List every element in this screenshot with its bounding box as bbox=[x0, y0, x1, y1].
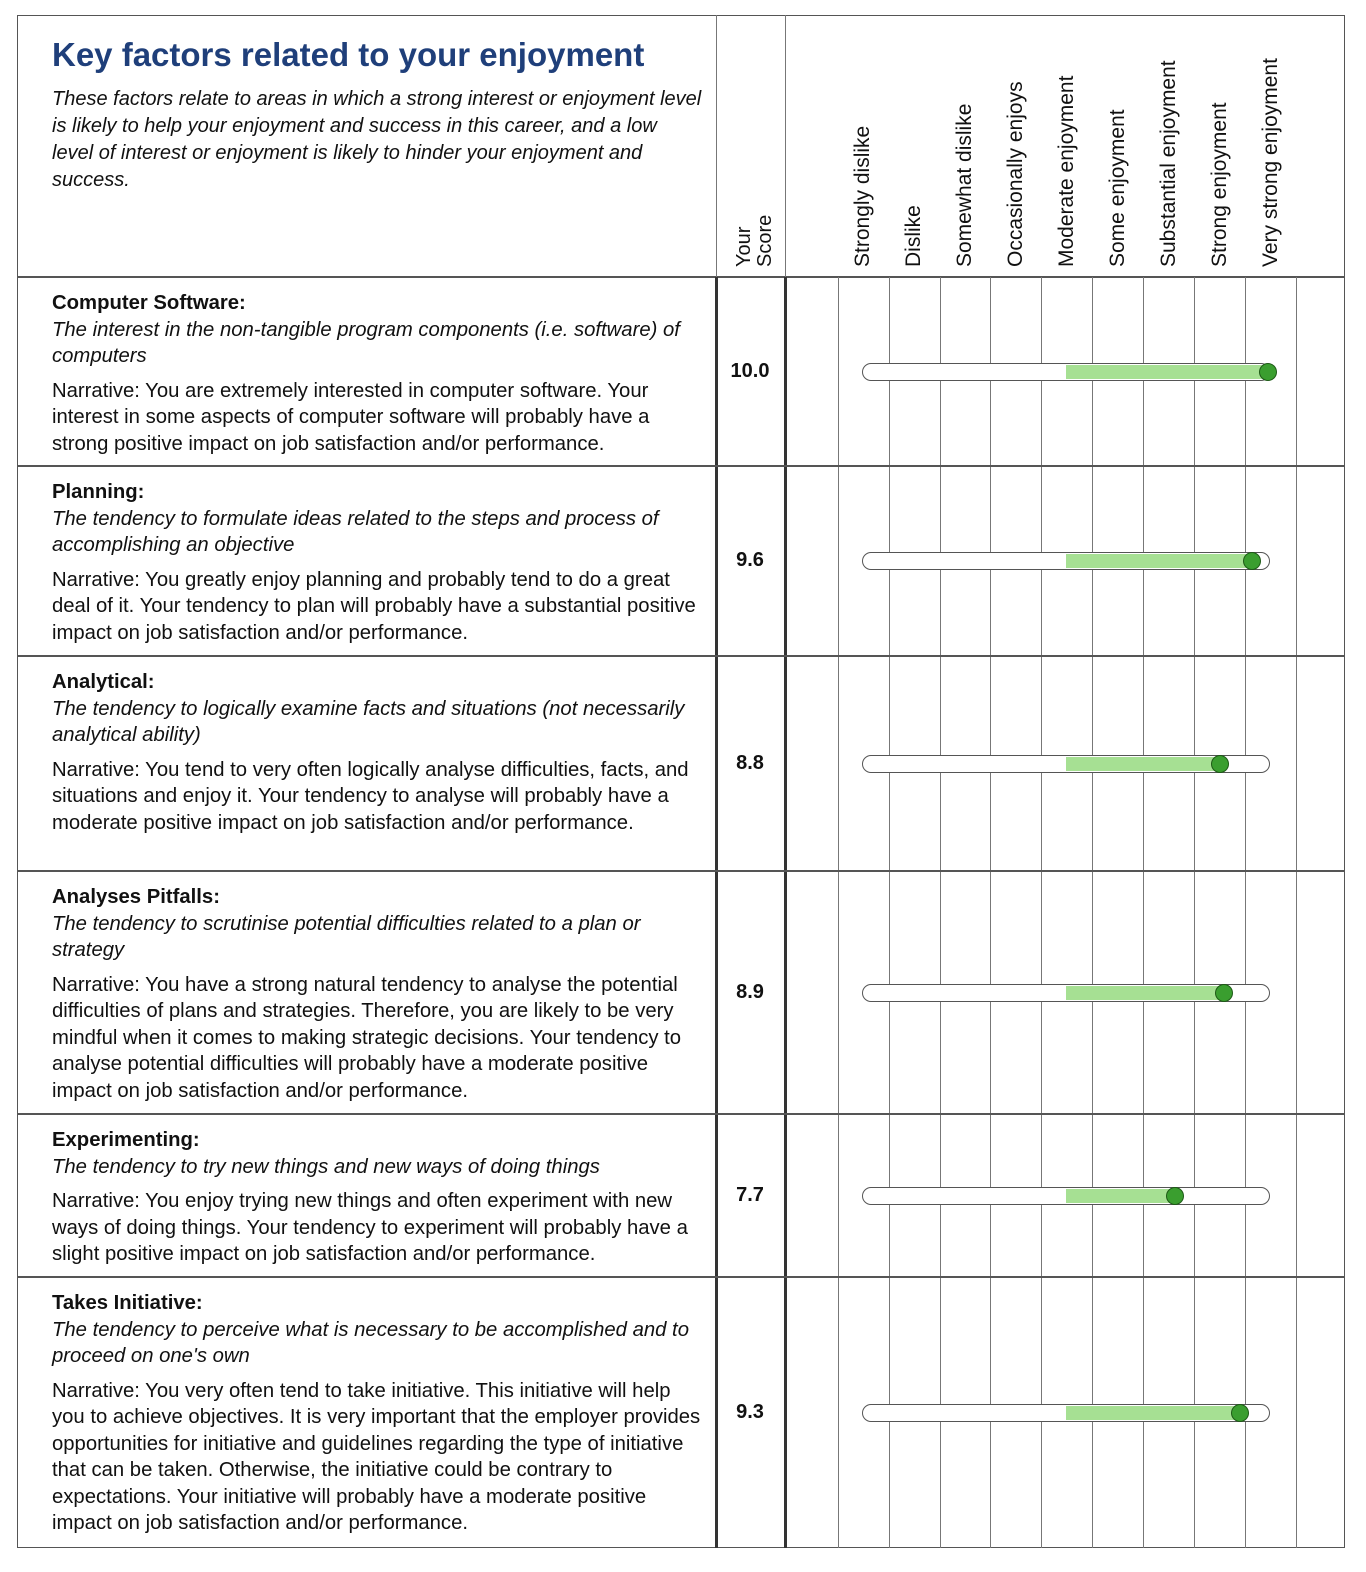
factor-name: Takes Initiative: bbox=[52, 1292, 203, 1314]
factor-description: The tendency to logically examine facts and situations (not necessarily analytical ability) bbox=[52, 697, 685, 746]
factor-description: The tendency to perceive what is necessary to be accomplished and to proceed on one's own bbox=[52, 1318, 689, 1367]
factor-name: Analytical: bbox=[52, 671, 155, 693]
scale-label-2: Dislike bbox=[902, 205, 925, 267]
score-fill bbox=[1066, 1406, 1240, 1420]
factor-score: 9.3 bbox=[736, 1400, 764, 1423]
score-fill bbox=[1066, 757, 1220, 771]
factor-narrative: Narrative: You greatly enjoy planning and probably tend to do a great deal of it. Your tendency to plan will probably have a substantial positive impact on job satisfaction and/or performance. bbox=[52, 568, 696, 644]
factor-narrative: Narrative: You are extremely interested in computer software. Your interest in some aspects of computer software will probably have a strong positive impact on job satisfaction and/or performance. bbox=[52, 379, 650, 455]
factor-description: The tendency to scrutinise potential difficulties related to a plan or strategy bbox=[52, 912, 641, 961]
score-fill bbox=[1066, 365, 1268, 379]
scale-gridline-5 bbox=[1041, 277, 1042, 1548]
factor-text bbox=[52, 1290, 707, 1537]
scale-gridline-6 bbox=[1092, 277, 1093, 1548]
header-divider bbox=[17, 276, 1345, 278]
factor-name: Analyses Pitfalls: bbox=[52, 886, 220, 908]
scale-gridline-10 bbox=[1296, 277, 1297, 1548]
factor-description: The tendency to formulate ideas related to the steps and process of accomplishing an objective bbox=[52, 507, 659, 556]
row-divider bbox=[17, 870, 1345, 872]
score-marker bbox=[1166, 1187, 1184, 1205]
scale-label-5: Moderate enjoyment bbox=[1055, 75, 1078, 267]
factor-narrative: Narrative: You enjoy trying new things and often experiment with new ways of doing things. Your tendency to experiment will probably have a slight positive impact on job satisfaction and/or performance. bbox=[52, 1190, 688, 1265]
score-column-header bbox=[734, 215, 776, 267]
score-marker bbox=[1231, 1404, 1249, 1422]
factor-description: The tendency to try new things and new ways of doing things bbox=[52, 1155, 600, 1178]
page-title: Key factors related to your enjoyment bbox=[52, 36, 645, 73]
scale-gridline-8 bbox=[1194, 277, 1195, 1548]
row-divider bbox=[17, 465, 1345, 467]
factor-score: 8.9 bbox=[736, 980, 764, 1003]
scale-label-4: Occasionally enjoys bbox=[1004, 81, 1027, 267]
scale-gridline-4 bbox=[990, 277, 991, 1548]
factor-text bbox=[52, 884, 707, 1104]
factor-name: Computer Software: bbox=[52, 292, 246, 314]
row-divider bbox=[17, 1113, 1345, 1115]
scale-label-9: Very strong enjoyment bbox=[1259, 58, 1282, 267]
factor-score: 9.6 bbox=[736, 549, 764, 571]
factor-text bbox=[52, 290, 707, 457]
scale-label-1: Strongly dislike bbox=[851, 125, 874, 267]
scale-gridline-9 bbox=[1245, 277, 1246, 1548]
score-marker bbox=[1211, 755, 1229, 773]
score-header-line-2: Score bbox=[754, 214, 776, 267]
factor-narrative: Narrative: You tend to very often logically analyse difficulties, facts, and situations and enjoy it. Your tendency to analyse will probably have a moderate positive impact on job satisfaction and/or performance. bbox=[52, 758, 689, 834]
factor-narrative: Narrative: You very often tend to take initiative. This initiative will help you to achieve objectives. It is very important that the employer provides opportunities for initiative and guidelines regarding the type of initiative that can be taken. Otherwise, the initiative could be contrary to expectations. Your initiative will probably have a moderate positive impact on job satisfaction and/or performance. bbox=[52, 1379, 701, 1534]
score-column-right-border bbox=[784, 277, 787, 1548]
scale-label-7: Substantial enjoyment bbox=[1157, 60, 1180, 267]
factor-score: 7.7 bbox=[736, 1183, 764, 1206]
factor-description: The interest in the non-tangible program components (i.e. software) of computers bbox=[52, 318, 680, 367]
scale-label-3: Somewhat dislike bbox=[953, 103, 976, 267]
score-marker bbox=[1259, 363, 1277, 381]
row-divider bbox=[17, 655, 1345, 657]
factor-text bbox=[52, 669, 707, 836]
row-divider bbox=[17, 1276, 1345, 1278]
factor-name: Experimenting: bbox=[52, 1129, 200, 1151]
scale-label-6: Some enjoyment bbox=[1106, 109, 1129, 267]
scale-label-8: Strong enjoyment bbox=[1208, 102, 1231, 267]
scale-gridline-2 bbox=[889, 277, 890, 1548]
score-marker bbox=[1243, 552, 1261, 570]
scale-gridline-1 bbox=[838, 277, 839, 1548]
score-column-left-border bbox=[715, 277, 718, 1548]
factor-score: 10.0 bbox=[730, 359, 770, 382]
score-fill bbox=[1066, 1189, 1175, 1203]
score-marker bbox=[1215, 984, 1233, 1002]
intro-text: These factors relate to areas in which a strong interest or enjoyment level is likely to help your enjoyment and success in this career, and a low level of interest or enjoyment is likely to hinder your enjoyment and success. bbox=[52, 88, 702, 191]
factor-text bbox=[52, 479, 707, 646]
score-fill bbox=[1066, 986, 1224, 1000]
scale-gridline-7 bbox=[1143, 277, 1144, 1548]
header-scale-divider bbox=[785, 15, 786, 277]
scale-gridline-3 bbox=[940, 277, 941, 1548]
score-fill bbox=[1066, 554, 1252, 568]
factor-narrative: Narrative: You have a strong natural tendency to analyse the potential difficulties of plans and strategies. Therefore, you are likely to be very mindful when it comes to making strategic decisions. Your tendency to analyse potential difficulties will probably have a moderate positive impact on job satisfaction and/or performance. bbox=[52, 973, 682, 1102]
score-header-line-1: Your bbox=[733, 226, 755, 267]
header-score-divider bbox=[716, 15, 717, 277]
factor-score: 8.8 bbox=[736, 751, 764, 774]
factor-name: Planning: bbox=[52, 481, 145, 503]
factor-text bbox=[52, 1127, 707, 1268]
